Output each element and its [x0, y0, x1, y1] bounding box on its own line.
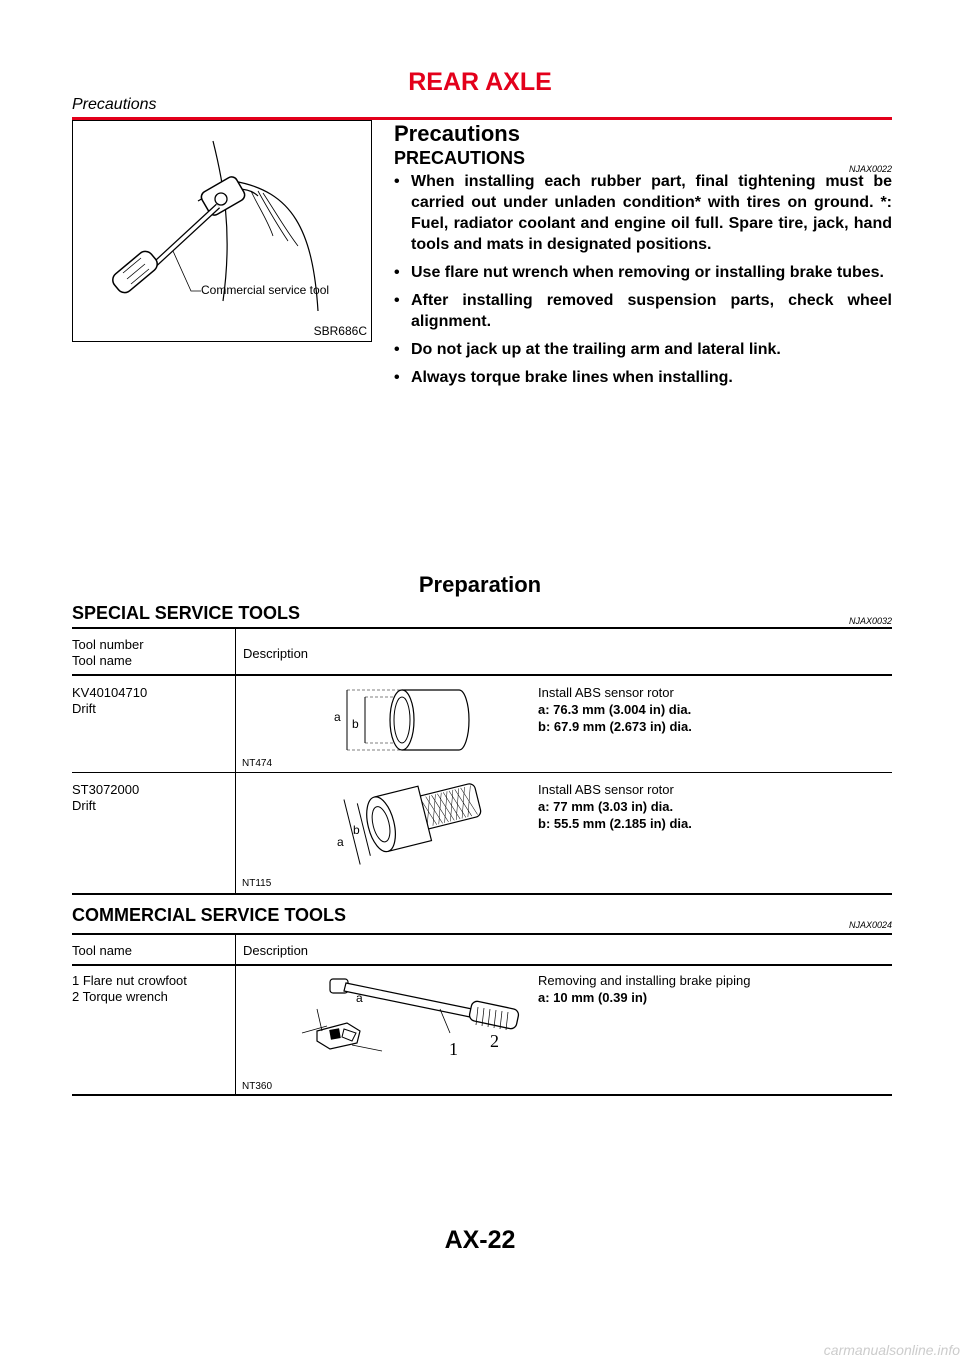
- tool-description: Removing and installing brake piping: [538, 973, 751, 988]
- table-rule: [72, 772, 892, 773]
- tool-spec-a: a: 10 mm (0.39 in): [538, 990, 648, 1005]
- figure-code: NT474: [242, 758, 273, 769]
- table-divider: [235, 629, 236, 674]
- tool-spec-b: b: 55.5 mm (2.185 in) dia.: [538, 816, 692, 831]
- tool-name: 1 Flare nut crowfoot: [72, 973, 187, 988]
- precaution-item: • Always torque brake lines when installing.: [394, 369, 733, 386]
- table-rule: [72, 627, 892, 629]
- tool-spec-a: a: 77 mm (3.03 in) dia.: [538, 799, 674, 814]
- tool-name: 2 Torque wrench: [72, 989, 168, 1004]
- commercial-tools-table: [72, 933, 892, 1099]
- watermark: carmanualsonline.info: [823, 1342, 960, 1358]
- tool-name: Drift: [72, 701, 96, 716]
- special-tools-heading: SPECIAL SERVICE TOOLS: [72, 603, 301, 623]
- callout-label-2: 2: [490, 1031, 499, 1051]
- col-header-description: Description: [243, 943, 309, 958]
- callout-label-1: 1: [449, 1039, 458, 1059]
- table-rule: [72, 964, 892, 966]
- precaution-item: • Use flare nut wrench when removing or installing brake tubes.: [394, 264, 884, 281]
- dimension-label-b: b: [352, 717, 359, 731]
- bullet-mark: •: [394, 264, 400, 281]
- tool-number: KV40104710: [72, 685, 148, 700]
- col-header-description: Description: [243, 646, 309, 661]
- tool-description: Install ABS sensor rotor: [538, 782, 674, 797]
- col-header-tool-name: Tool name: [72, 943, 132, 958]
- dimension-label-a: a: [334, 710, 341, 724]
- figure-code: SBR686C: [313, 324, 367, 338]
- precaution-item: • When installing each rubber part, final tightening must be carried out under unladen condition* with tires on ground. *: Fuel, radiator coolant and engine oil full. Spare tire, jack, hand tools and mats in designated positions.: [394, 173, 892, 253]
- tool-name: Drift: [72, 798, 96, 813]
- figure-callout: Commercial service tool: [201, 283, 330, 297]
- precautions-list: [394, 171, 892, 395]
- commercial-tools-heading: COMMERCIAL SERVICE TOOLS: [72, 905, 347, 925]
- table-rule: [72, 1094, 892, 1096]
- precautions-heading: Precautions: [394, 121, 520, 146]
- section-subtitle: Precautions: [72, 96, 157, 113]
- special-tools-table: [72, 627, 892, 895]
- bullet-mark: •: [394, 292, 400, 309]
- precautions-subheading: PRECAUTIONS: [394, 148, 526, 168]
- drift-illustration: [327, 685, 477, 755]
- special-tools-ref-code: NJAX0032: [848, 616, 892, 626]
- precautions-figure: [72, 120, 372, 342]
- dimension-label-a: a: [337, 835, 344, 849]
- bullet-mark: •: [394, 173, 400, 190]
- figure-code: NT115: [242, 878, 272, 889]
- dimension-label-a: a: [356, 991, 363, 1005]
- preparation-heading: Preparation: [418, 572, 542, 597]
- col-header-tool-number: Tool number: [72, 637, 144, 652]
- commercial-tools-ref-code: NJAX0024: [848, 920, 892, 930]
- precaution-item: • Do not jack up at the trailing arm and lateral link.: [394, 341, 781, 358]
- bullet-mark: •: [394, 341, 400, 358]
- tool-spec-b: b: 67.9 mm (2.673 in) dia.: [538, 719, 692, 734]
- drift-illustration: [322, 780, 492, 870]
- table-divider: [235, 966, 236, 1094]
- table-rule: [72, 674, 892, 676]
- table-divider: [235, 773, 236, 893]
- tool-number: ST3072000: [72, 782, 140, 797]
- table-divider: [235, 676, 236, 772]
- precaution-item: • After installing removed suspension parts, check wheel alignment.: [394, 292, 892, 330]
- table-divider: [235, 935, 236, 964]
- commercial-tool-illustration: [73, 121, 371, 341]
- bullet-mark: •: [394, 369, 400, 386]
- dimension-label-b: b: [353, 823, 360, 837]
- table-rule: [72, 933, 892, 935]
- tool-description: Install ABS sensor rotor: [538, 685, 674, 700]
- precautions-ref-code: NJAX0022: [848, 164, 892, 174]
- tool-spec-a: a: 76.3 mm (3.004 in) dia.: [538, 702, 692, 717]
- crowfoot-wrench-illustration: [272, 971, 532, 1071]
- figure-code: NT360: [242, 1081, 273, 1092]
- col-header-tool-name: Tool name: [72, 653, 132, 668]
- table-rule: [72, 893, 892, 895]
- section-title: REAR AXLE: [408, 68, 552, 96]
- page-number: AX-22: [444, 1226, 516, 1254]
